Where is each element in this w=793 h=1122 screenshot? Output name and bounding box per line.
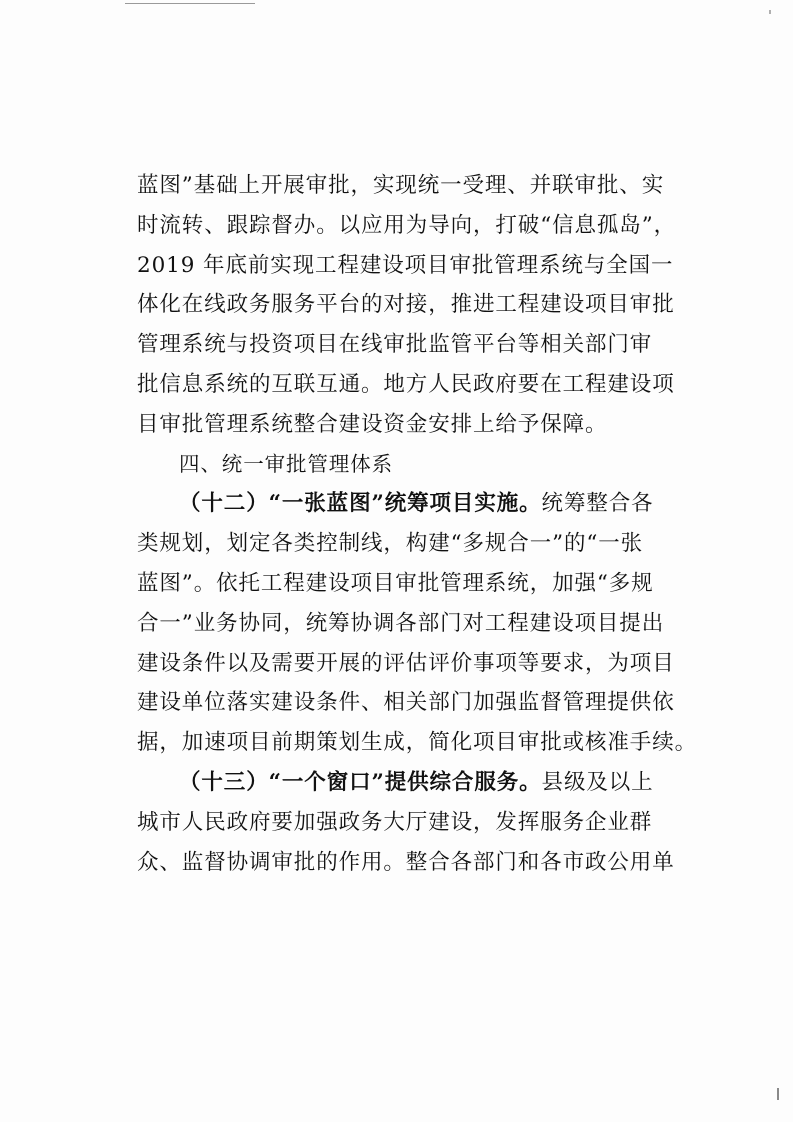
paragraph-line: 体化在线政务服务平台的对接，推进工程建设项目审批 [137, 292, 675, 318]
paragraph-line: 目审批管理系统整合建设资金安排上给予保障。 [137, 411, 608, 437]
item-13-title: （十三）“一个窗口”提供综合服务。 [179, 769, 542, 795]
body-text [137, 166, 698, 882]
paragraph-line: 建设单位落实建设条件、相关部门加强监督管理提供依 [137, 690, 675, 716]
scan-artifact-dot [769, 10, 771, 14]
item-13-first-line [137, 763, 685, 803]
paragraph-line: 建设条件以及需要开展的评估评价事项等要求，为项目 [137, 650, 675, 676]
section-heading: 四、统一审批管理体系 [179, 451, 393, 476]
paragraph-line: 合一”业务协同，统筹协调各部门对工程建设项目提出 [137, 610, 665, 636]
paragraph-line: 时流转、跟踪督办。以应用为导向，打破“信息孤岛”， [137, 212, 676, 238]
paragraph-line: 2019 年底前实现工程建设项目审批管理系统与全国一 [137, 252, 674, 278]
paragraph-line: 管理系统与投资项目在线审批监管平台等相关部门审 [137, 332, 653, 358]
item-12-text: 统筹整合各 [541, 491, 654, 517]
paragraph-line: 众、监督协调审批的作用。整合各部门和各市政公用单 [137, 849, 675, 875]
item-13-text: 县级及以上 [541, 769, 654, 795]
item-12-title: （十二）“一张蓝图”统筹项目实施。 [179, 491, 542, 517]
paragraph-line: 据，加速项目前期策划生成，简化项目审批或核准手续。 [137, 730, 698, 756]
paragraph-line: 蓝图”。依托工程建设项目审批管理系统，加强“多规 [137, 570, 654, 596]
paragraph-line: 城市人民政府要加强政务大厅建设，发挥服务企业群 [137, 809, 653, 835]
item-12-first-line [137, 484, 685, 524]
paragraph-line: 批信息系统的互联互通。地方人民政府要在工程建设项 [137, 371, 675, 397]
paragraph-line: 蓝图”基础上开展审批，实现统一受理、并联审批、实 [137, 173, 665, 198]
scan-artifact-mark [777, 1088, 779, 1100]
paragraph-line: 类规划，划定各类控制线，构建“多规合一”的“一张 [137, 531, 644, 557]
scan-artifact-line [125, 3, 255, 4]
